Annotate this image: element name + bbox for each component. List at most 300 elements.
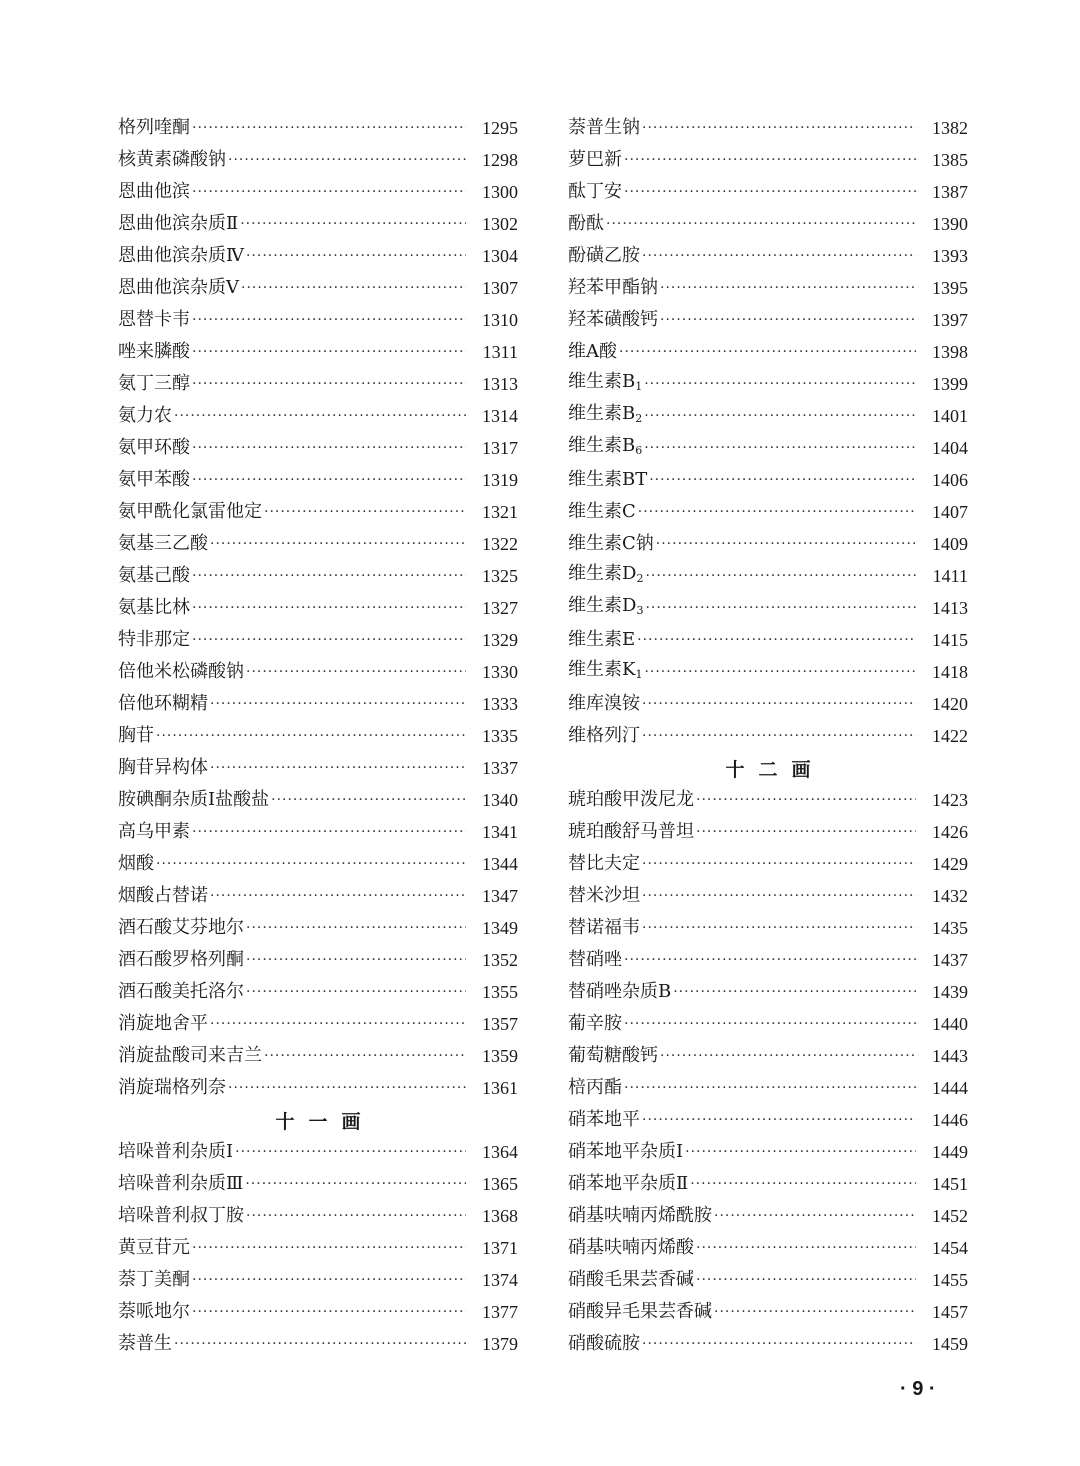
leader-dots xyxy=(638,496,916,528)
entry-name: 恩曲他滨 xyxy=(118,181,190,202)
entry-page: 1300 xyxy=(482,182,518,202)
leader-dots xyxy=(241,272,466,304)
leader-dots xyxy=(245,1168,466,1200)
index-entry[interactable] xyxy=(568,592,968,624)
index-entry[interactable] xyxy=(118,1040,518,1072)
index-entry[interactable] xyxy=(118,1264,518,1296)
entry-name: 羟苯磺酸钙 xyxy=(568,309,658,330)
entry-page: 1322 xyxy=(482,534,518,554)
entry-page: 1311 xyxy=(482,342,518,362)
entry-name: 羟苯甲酯钠 xyxy=(568,277,658,298)
entry-name: 酚磺乙胺 xyxy=(568,245,640,266)
entry-name: 消旋瑞格列奈 xyxy=(118,1077,226,1098)
entry-name: 维生素$D_2$ xyxy=(568,562,644,585)
section-heading: 十二画 xyxy=(725,758,825,781)
entry-page: 1371 xyxy=(482,1238,518,1258)
index-entry[interactable] xyxy=(118,112,518,144)
index-entry[interactable] xyxy=(118,400,518,432)
index-entry[interactable] xyxy=(118,144,518,176)
index-entry[interactable] xyxy=(568,464,968,496)
index-entry[interactable] xyxy=(118,176,518,208)
entry-name: 替硝唑杂质B xyxy=(568,981,672,1002)
leader-dots xyxy=(644,368,916,400)
leader-dots xyxy=(246,240,466,272)
entry-page: 1413 xyxy=(932,598,968,618)
entry-page: 1333 xyxy=(482,694,518,714)
index-entry[interactable] xyxy=(568,1072,968,1104)
entry-name: 氨丁三醇 xyxy=(118,373,190,394)
entry-name: 烟酸占替诺 xyxy=(118,885,208,906)
leader-dots xyxy=(192,1264,466,1296)
entry-name: 维库溴铵 xyxy=(568,693,640,714)
entry-page: 1429 xyxy=(932,854,968,874)
leader-dots xyxy=(210,688,466,720)
leader-dots xyxy=(696,816,916,848)
entry-subscript: 6 xyxy=(635,443,643,457)
entry-name: 核黄素磷酸钠 xyxy=(118,149,226,170)
entry-name: 硝酸异毛果芸香碱 xyxy=(568,1301,712,1322)
entry-page: 1420 xyxy=(932,694,968,714)
entry-name: 胸苷 xyxy=(118,725,154,746)
entry-page: 1452 xyxy=(932,1206,968,1226)
leader-dots xyxy=(642,848,916,880)
leader-dots xyxy=(673,976,916,1008)
entry-name: 替比夫定 xyxy=(568,853,640,874)
leader-dots xyxy=(690,1168,916,1200)
entry-name: 维生素$B_1$ xyxy=(568,370,643,393)
entry-page: 1349 xyxy=(482,918,518,938)
entry-name: 培哚普利杂质Ⅰ xyxy=(118,1141,234,1162)
entry-page: 1379 xyxy=(482,1334,518,1354)
leader-dots xyxy=(264,1040,466,1072)
index-entry[interactable] xyxy=(568,560,968,592)
index-entry[interactable] xyxy=(118,1200,518,1232)
leader-dots xyxy=(642,112,916,144)
entry-name: 琥珀酸舒马普坦 xyxy=(568,821,694,842)
index-entry[interactable] xyxy=(118,624,518,656)
entry-page: 1423 xyxy=(932,790,968,810)
entry-name: 葡萄糖酸钙 xyxy=(568,1045,658,1066)
entry-name: 硝苯地平 xyxy=(568,1109,640,1130)
index-entry[interactable] xyxy=(118,240,518,272)
entry-name: 高乌甲素 xyxy=(118,821,190,842)
leader-dots xyxy=(656,528,916,560)
leader-dots xyxy=(228,144,466,176)
leader-dots xyxy=(271,784,466,816)
entry-page: 1321 xyxy=(482,502,518,522)
entry-name: 维生素$B_6$ xyxy=(568,434,643,457)
entry-subscript: 1 xyxy=(635,379,643,393)
index-entry[interactable] xyxy=(568,656,968,688)
entry-name: 唑来膦酸 xyxy=(118,341,190,362)
entry-name: 酒石酸罗格列酮 xyxy=(118,949,244,970)
leader-dots xyxy=(660,272,916,304)
entry-page: 1313 xyxy=(482,374,518,394)
entry-page: 1357 xyxy=(482,1014,518,1034)
index-entry[interactable] xyxy=(568,624,968,656)
entry-name: 倍他环糊精 xyxy=(118,693,208,714)
entry-page: 1459 xyxy=(932,1334,968,1354)
index-entry[interactable] xyxy=(568,112,968,144)
leader-dots xyxy=(645,560,916,592)
entry-name: 氨基比林 xyxy=(118,597,190,618)
entry-page: 1397 xyxy=(932,310,968,330)
leader-dots xyxy=(696,1264,916,1296)
entry-name: 氨基三乙酸 xyxy=(118,533,208,554)
index-entry[interactable] xyxy=(118,688,518,720)
entry-page: 1406 xyxy=(932,470,968,490)
leader-dots xyxy=(696,784,916,816)
entry-name: 琥珀酸甲泼尼龙 xyxy=(568,789,694,810)
leader-dots xyxy=(210,528,466,560)
leader-dots xyxy=(192,1296,466,1328)
index-entry[interactable] xyxy=(118,720,518,752)
leader-dots xyxy=(246,656,466,688)
leader-dots xyxy=(192,1232,466,1264)
entry-name: 恩曲他滨杂质Ⅳ xyxy=(118,245,244,266)
entry-page: 1390 xyxy=(932,214,968,234)
leader-dots xyxy=(637,624,916,656)
leader-dots xyxy=(264,496,466,528)
entry-page: 1455 xyxy=(932,1270,968,1290)
index-entry[interactable] xyxy=(568,528,968,560)
leader-dots xyxy=(228,1072,466,1104)
entry-name: 葡辛胺 xyxy=(568,1013,622,1034)
entry-page: 1307 xyxy=(482,278,518,298)
entry-name: 萘普生 xyxy=(118,1333,172,1354)
entry-page: 1426 xyxy=(932,822,968,842)
leader-dots xyxy=(192,816,466,848)
leader-dots xyxy=(624,1072,916,1104)
index-entry[interactable] xyxy=(568,1264,968,1296)
entry-name: 维生素BT xyxy=(568,469,648,490)
entry-name: 萘哌地尔 xyxy=(118,1301,190,1322)
leader-dots xyxy=(642,240,916,272)
entry-page: 1399 xyxy=(932,374,968,394)
entry-name: 硝基呋喃丙烯酸 xyxy=(568,1237,694,1258)
entry-page: 1411 xyxy=(932,566,968,586)
leader-dots xyxy=(685,1136,916,1168)
leader-dots xyxy=(619,336,916,368)
leader-dots xyxy=(192,624,466,656)
index-entry[interactable] xyxy=(118,912,518,944)
entry-subscript: 1 xyxy=(635,667,643,681)
index-entry[interactable] xyxy=(118,752,518,784)
entry-name: 硝酸毛果芸香碱 xyxy=(568,1269,694,1290)
index-entry[interactable] xyxy=(568,400,968,432)
entry-name: 酒石酸美托洛尔 xyxy=(118,981,244,1002)
entry-name: 维生素C xyxy=(568,501,636,522)
leader-dots xyxy=(192,176,466,208)
index-entry[interactable] xyxy=(118,304,518,336)
entry-name: 恩曲他滨杂质Ⅱ xyxy=(118,213,239,234)
index-entry[interactable] xyxy=(118,1232,518,1264)
index-entry[interactable] xyxy=(568,784,968,816)
entry-name: 萘普生钠 xyxy=(568,117,640,138)
leader-dots xyxy=(246,1200,466,1232)
page-number: · 9 · xyxy=(900,1378,936,1400)
entry-page: 1368 xyxy=(482,1206,518,1226)
index-entry[interactable] xyxy=(568,208,968,240)
entry-name: 恩替卡韦 xyxy=(118,309,190,330)
index-entry[interactable] xyxy=(118,1168,518,1200)
entry-page: 1374 xyxy=(482,1270,518,1290)
entry-page: 1298 xyxy=(482,150,518,170)
index-entry[interactable] xyxy=(568,912,968,944)
leader-dots xyxy=(649,464,916,496)
entry-page: 1407 xyxy=(932,502,968,522)
index-entry[interactable] xyxy=(118,592,518,624)
entry-name: 胺碘酮杂质Ⅰ盐酸盐 xyxy=(118,789,270,810)
leader-dots xyxy=(246,944,466,976)
leader-dots xyxy=(192,304,466,336)
index-entry[interactable] xyxy=(568,1168,968,1200)
leader-dots xyxy=(645,592,916,624)
entry-page: 1409 xyxy=(932,534,968,554)
leader-dots xyxy=(624,944,916,976)
entry-page: 1335 xyxy=(482,726,518,746)
section-heading: 十一画 xyxy=(275,1110,375,1133)
entry-name: 维生素$K_1$ xyxy=(568,658,643,681)
index-entry[interactable] xyxy=(118,208,518,240)
leader-dots xyxy=(714,1296,916,1328)
entry-name: 消旋地舍平 xyxy=(118,1013,208,1034)
index-entry[interactable] xyxy=(118,560,518,592)
entry-page: 1314 xyxy=(482,406,518,426)
leader-dots xyxy=(240,208,466,240)
leader-dots xyxy=(642,1104,916,1136)
entry-name: 氨甲酰化氯雷他定 xyxy=(118,501,262,522)
entry-page: 1418 xyxy=(932,662,968,682)
leader-dots xyxy=(174,400,466,432)
index-entry[interactable] xyxy=(118,336,518,368)
index-entry[interactable] xyxy=(568,144,968,176)
entry-page: 1415 xyxy=(932,630,968,650)
entry-page: 1365 xyxy=(482,1174,518,1194)
leader-dots xyxy=(210,880,466,912)
entry-page: 1444 xyxy=(932,1078,968,1098)
entry-page: 1382 xyxy=(932,118,968,138)
entry-name: 替硝唑 xyxy=(568,949,622,970)
index-entry[interactable] xyxy=(568,304,968,336)
index-entry[interactable] xyxy=(568,176,968,208)
entry-page: 1401 xyxy=(932,406,968,426)
entry-page: 1437 xyxy=(932,950,968,970)
entry-name: 氨甲环酸 xyxy=(118,437,190,458)
leader-dots xyxy=(660,304,916,336)
index-entry[interactable] xyxy=(568,688,968,720)
entry-page: 1422 xyxy=(932,726,968,746)
leader-dots xyxy=(246,976,466,1008)
entry-page: 1451 xyxy=(932,1174,968,1194)
index-entry[interactable] xyxy=(568,240,968,272)
entry-name: 培哚普利叔丁胺 xyxy=(118,1205,244,1226)
entry-page: 1337 xyxy=(482,758,518,778)
leader-dots xyxy=(246,912,466,944)
entry-name: 硝基呋喃丙烯酰胺 xyxy=(568,1205,712,1226)
leader-dots xyxy=(642,880,916,912)
entry-page: 1340 xyxy=(482,790,518,810)
leader-dots xyxy=(210,1008,466,1040)
index-entry[interactable] xyxy=(118,528,518,560)
entry-page: 1385 xyxy=(932,150,968,170)
entry-name: 硝苯地平杂质Ⅰ xyxy=(568,1141,684,1162)
leader-dots xyxy=(624,176,916,208)
leader-dots xyxy=(235,1136,466,1168)
index-entry[interactable] xyxy=(118,1008,518,1040)
index-entry[interactable] xyxy=(568,336,968,368)
leader-dots xyxy=(714,1200,916,1232)
entry-page: 1359 xyxy=(482,1046,518,1066)
leader-dots xyxy=(210,752,466,784)
entry-page: 1449 xyxy=(932,1142,968,1162)
leader-dots xyxy=(192,112,466,144)
entry-page: 1325 xyxy=(482,566,518,586)
leader-dots xyxy=(644,656,916,688)
leader-dots xyxy=(642,688,916,720)
leader-dots xyxy=(156,848,466,880)
entry-name: 黄豆苷元 xyxy=(118,1237,190,1258)
entry-page: 1440 xyxy=(932,1014,968,1034)
leader-dots xyxy=(644,432,916,464)
entry-page: 1327 xyxy=(482,598,518,618)
index-entry[interactable] xyxy=(568,816,968,848)
index-entry[interactable] xyxy=(568,432,968,464)
index-entry[interactable] xyxy=(568,496,968,528)
index-entry[interactable] xyxy=(118,880,518,912)
index-entry[interactable] xyxy=(568,976,968,1008)
leader-dots xyxy=(660,1040,916,1072)
leader-dots xyxy=(642,720,916,752)
leader-dots xyxy=(192,368,466,400)
index-entry[interactable] xyxy=(118,656,518,688)
leader-dots xyxy=(642,912,916,944)
entry-page: 1364 xyxy=(482,1142,518,1162)
index-entry[interactable] xyxy=(568,944,968,976)
entry-name: 烟酸 xyxy=(118,853,154,874)
index-entry[interactable] xyxy=(568,272,968,304)
index-entry[interactable] xyxy=(118,368,518,400)
index-entry[interactable] xyxy=(568,720,968,752)
entry-name: 氨基己酸 xyxy=(118,565,190,586)
index-entry[interactable] xyxy=(568,1040,968,1072)
index-entry[interactable] xyxy=(568,1008,968,1040)
index-entry[interactable] xyxy=(118,1328,518,1360)
leader-dots xyxy=(192,592,466,624)
index-entry[interactable] xyxy=(118,848,518,880)
leader-dots xyxy=(624,1008,916,1040)
entry-page: 1404 xyxy=(932,438,968,458)
leader-dots xyxy=(174,1328,466,1360)
index-entry[interactable] xyxy=(568,1136,968,1168)
entry-name: 萝巴新 xyxy=(568,149,622,170)
index-entry[interactable] xyxy=(118,816,518,848)
entry-name: 维生素C钠 xyxy=(568,533,654,554)
entry-name: 替米沙坦 xyxy=(568,885,640,906)
index-entry[interactable] xyxy=(118,784,518,816)
index-entry[interactable] xyxy=(118,1136,518,1168)
leader-dots xyxy=(192,336,466,368)
index-entry[interactable] xyxy=(568,368,968,400)
index-entry[interactable] xyxy=(118,944,518,976)
entry-page: 1398 xyxy=(932,342,968,362)
leader-dots xyxy=(192,464,466,496)
leader-dots xyxy=(156,720,466,752)
index-column-right xyxy=(568,112,968,1360)
entry-page: 1435 xyxy=(932,918,968,938)
index-entry[interactable] xyxy=(568,1232,968,1264)
entry-page: 1377 xyxy=(482,1302,518,1322)
index-entry[interactable] xyxy=(118,1072,518,1104)
entry-page: 1393 xyxy=(932,246,968,266)
index-entry[interactable] xyxy=(568,1296,968,1328)
leader-dots xyxy=(624,144,916,176)
entry-name: 特非那定 xyxy=(118,629,190,650)
entry-name: 氨甲苯酸 xyxy=(118,469,190,490)
index-column-left xyxy=(118,112,518,1360)
index-entry[interactable] xyxy=(568,1200,968,1232)
entry-page: 1347 xyxy=(482,886,518,906)
entry-name: 维生素E xyxy=(568,629,636,650)
leader-dots xyxy=(192,560,466,592)
entry-page: 1330 xyxy=(482,662,518,682)
index-entry[interactable] xyxy=(568,1104,968,1136)
entry-page: 1387 xyxy=(932,182,968,202)
index-entry[interactable] xyxy=(118,432,518,464)
entry-page: 1295 xyxy=(482,118,518,138)
leader-dots xyxy=(696,1232,916,1264)
entry-name: 维格列汀 xyxy=(568,725,640,746)
entry-name: 维A酸 xyxy=(568,341,617,362)
index-entry[interactable] xyxy=(568,848,968,880)
entry-name: 维生素$D_3$ xyxy=(568,594,644,617)
entry-name: 硝酸硫胺 xyxy=(568,1333,640,1354)
entry-page: 1341 xyxy=(482,822,518,842)
entry-page: 1304 xyxy=(482,246,518,266)
entry-subscript: 3 xyxy=(636,603,644,617)
entry-name: 酞丁安 xyxy=(568,181,622,202)
entry-subscript: 2 xyxy=(636,571,644,585)
entry-page: 1457 xyxy=(932,1302,968,1322)
entry-name: 胸苷异构体 xyxy=(118,757,208,778)
entry-page: 1454 xyxy=(932,1238,968,1258)
entry-subscript: 2 xyxy=(635,411,643,425)
entry-name: 氨力农 xyxy=(118,405,172,426)
index-entry[interactable] xyxy=(568,1328,968,1360)
index-entry[interactable] xyxy=(118,1296,518,1328)
entry-page: 1344 xyxy=(482,854,518,874)
entry-name: 棓丙酯 xyxy=(568,1077,622,1098)
entry-name: 倍他米松磷酸钠 xyxy=(118,661,244,682)
entry-page: 1439 xyxy=(932,982,968,1002)
entry-page: 1432 xyxy=(932,886,968,906)
entry-page: 1395 xyxy=(932,278,968,298)
entry-name: 培哚普利杂质Ⅲ xyxy=(118,1173,244,1194)
entry-name: 格列喹酮 xyxy=(118,117,190,138)
index-entry[interactable] xyxy=(118,496,518,528)
entry-name: 萘丁美酮 xyxy=(118,1269,190,1290)
entry-page: 1302 xyxy=(482,214,518,234)
index-entry[interactable] xyxy=(118,272,518,304)
entry-page: 1443 xyxy=(932,1046,968,1066)
entry-page: 1361 xyxy=(482,1078,518,1098)
index-entry[interactable] xyxy=(118,976,518,1008)
entry-page: 1352 xyxy=(482,950,518,970)
index-entry[interactable] xyxy=(118,464,518,496)
entry-page: 1317 xyxy=(482,438,518,458)
index-entry[interactable] xyxy=(568,880,968,912)
leader-dots xyxy=(192,432,466,464)
